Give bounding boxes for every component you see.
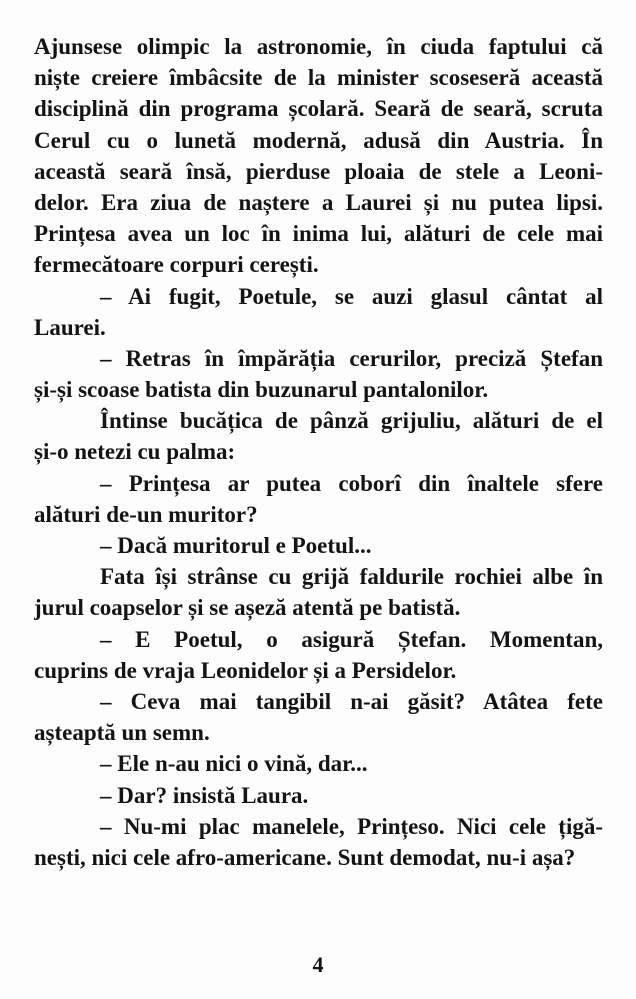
text-line: nești, nici cele afro-americane. Sunt demodat, nu-i așa?	[34, 844, 576, 870]
text-line: Prințesa avea un loc în inima lui, alături de cele mai	[34, 221, 603, 247]
text-line: și-și scoase batista din buzunarul pantalonilor.	[34, 377, 489, 403]
text-line: delor. Era ziua de naștere a Laurei și nu putea lipsi.	[34, 189, 603, 215]
text-line: – E Poetul, o asigură Ștefan. Momentan,	[100, 626, 603, 652]
text-line: jurul coapselor și se așeză atentă pe batistă.	[34, 595, 461, 621]
text-line: fermecătoare corpuri cerești.	[34, 252, 319, 278]
text-line: – Nu-mi plac manelele, Prințeso. Nici cele țigă-	[100, 813, 603, 839]
text-line: și-o netezi cu palma:	[34, 439, 236, 465]
page-number: 4	[312, 952, 324, 977]
text-line: cuprins de vraja Leonidelor și a Persidelor.	[34, 657, 457, 683]
text-line: alături de-un muritor?	[34, 501, 258, 527]
text-line: – Ceva mai tangibil n-ai găsit? Atâtea fete	[100, 688, 603, 714]
text-line: Ajunsese olimpic la astronomie, în ciuda faptului că	[34, 34, 603, 59]
page-body-text	[34, 31, 603, 873]
text-line: – Prințesa ar putea coborî din înaltele sfere	[100, 470, 603, 496]
text-line: – Ele n-au nici o vină, dar...	[100, 751, 368, 777]
text-line: – Dacă muritorul e Poetul...	[100, 533, 372, 558]
text-line: această seară însă, pierduse ploaia de stele a Leoni-	[34, 158, 603, 184]
text-line: Fata își strânse cu grijă faldurile rochiei albe în	[100, 564, 603, 590]
text-line: – Retras în împărăția cerurilor, preciză Ștefan	[100, 345, 603, 371]
text-line: așteaptă un semn.	[34, 720, 210, 746]
text-line: Întinse bucățica de pânză grijuliu, alături de el	[100, 408, 603, 434]
text-line: niște creiere îmbâcsite de la minister scoseseră această	[34, 65, 603, 91]
text-line: disciplină din programa școlară. Seară de seară, scruta	[34, 96, 603, 122]
text-line: – Ai fugit, Poetule, se auzi glasul cântat al	[100, 283, 603, 309]
text-line: Cerul cu o lunetă modernă, adusă din Austria. În	[34, 127, 603, 153]
text-line: Laurei.	[34, 314, 106, 340]
text-line: – Dar? insistă Laura.	[100, 782, 309, 808]
